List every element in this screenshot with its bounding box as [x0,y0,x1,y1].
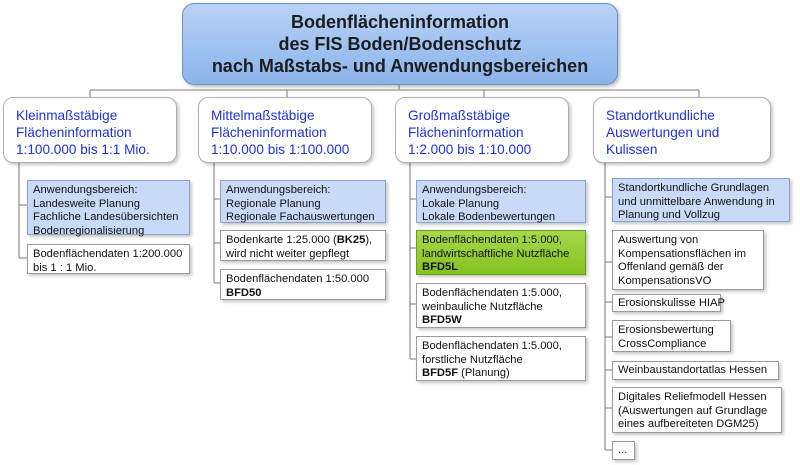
item-box-erosion-hiap [612,294,725,312]
item-box-relief-model [612,387,782,433]
dataset-box-bfd5f [416,336,586,381]
application-line: Anwendungsbereich: [33,184,138,196]
item-line: Kompensationsflächen im [618,247,747,260]
dataset-line: landwirtschaftliche Nutzfläche [422,247,570,260]
item-line: Auswertung von [618,234,699,246]
category-label-line: Standortkundliche [606,108,715,123]
dataset-line: Bodenflächendaten 1:200.000 [33,248,183,260]
root-title-line-3: nach Maßstabs- und Anwendungsbereichen [211,56,589,76]
application-box-small-scale [27,180,190,235]
dataset-box-bfd200 [27,244,190,274]
dataset-code: BFD5W [422,314,462,327]
item-box-erosion-cc [612,320,731,352]
dataset-line [226,234,380,248]
item-line: Erosionsbewertung [618,324,714,336]
category-label-line: Flächeninformation [16,125,132,140]
dataset-box-bfd50 [220,269,386,300]
item-line: ... [618,444,628,456]
item-line: Digitales Reliefmodell Hessen [618,391,767,403]
dataset-code: BK25 [336,234,366,246]
dataset-line: Bodenflächendaten 1:5.000, [422,287,562,299]
dataset-box-bk25 [220,230,386,261]
category-label-line: Kleinmaßstäbige [16,108,118,123]
root-title-line-1: Bodenflächeninformation [290,12,509,32]
application-line: Standortkundliche Grundlagen [618,182,770,194]
dataset-text: ), [365,234,373,246]
dataset-box-bfd5w [416,283,586,328]
category-label-line: Mittelmaßstäbige [211,108,315,123]
item-box-more [612,441,635,460]
item-line: Erosionskulisse HIAP [618,297,725,309]
dataset-line: weinbauliche Nutzfläche [422,300,543,313]
application-line: Fachliche Landesübersichten [33,211,179,224]
application-line: Anwendungsbereich: [226,184,331,196]
application-line: Landesweite Planung [33,197,140,210]
item-line: Weinbaustandortatlas Hessen [618,364,768,376]
category-label-line: Auswertungen und [606,125,720,140]
category-label-line: Großmaßstäbige [408,108,510,123]
application-line: Bodenregionalisierung [33,224,145,237]
dataset-line: Bodenflächendaten 1:5.000, [422,234,562,246]
root-title-line-2: des FIS Boden/Bodenschutz [278,34,522,54]
dataset-line [422,367,580,381]
category-medium-scale [198,97,372,163]
dataset-line: Bodenflächendaten 1:5.000, [422,340,562,352]
category-large-scale [395,97,569,163]
category-label-line: Kulissen [606,142,658,157]
application-line: Anwendungsbereich: [422,184,527,196]
category-label-line: Flächeninformation [211,125,327,140]
dataset-code: BFD5L [422,261,459,274]
category-label-line: 1:100.000 bis 1:1 Mio. [16,142,150,157]
item-line: KompensationsVO [618,274,712,287]
dataset-text: (Planung) [458,367,510,380]
item-line: CrossCompliance [618,337,707,350]
category-label-line: Flächeninformation [408,125,524,140]
item-line: eines aufbereiteten DGM25) [618,418,759,431]
item-box-weinbau-atlas [612,361,779,380]
application-line: und unmittelbare Anwendung in [618,195,775,208]
application-line: Regionale Planung [226,197,321,210]
application-box-large-scale [416,180,586,223]
category-site-evaluations [593,97,771,163]
application-line: Regionale Fachauswertungen [226,211,375,224]
dataset-code: BFD5F [422,367,459,380]
category-label-line: 1:10.000 bis 1:100.000 [211,142,350,157]
application-line: Lokale Bodenbewertungen [422,211,556,224]
category-small-scale [3,97,177,163]
root-title-box [182,3,618,85]
application-box-medium-scale [220,180,386,223]
dataset-text: Bodenkarte 1:25.000 ( [226,234,337,246]
dataset-line: forstliche Nutzfläche [422,353,523,366]
dataset-line: wird nicht weiter gepflegt [226,247,350,260]
dataset-line: bis 1 : 1 Mio. [33,261,97,274]
application-box-site-evaluations [612,178,790,222]
application-line: Planung und Vollzug [618,209,721,222]
item-line: Offenland gemäß der [618,261,724,274]
application-line: Lokale Planung [422,197,500,210]
dataset-line: Bodenflächendaten 1:50.000 [226,273,370,285]
category-label-line: 1:2.000 bis 1:10.000 [408,142,532,157]
item-line: (Auswertungen auf Grundlage [618,404,768,417]
dataset-code: BFD50 [226,286,262,299]
dataset-box-bfd5l [416,230,586,275]
item-box-compensation-areas [612,230,764,290]
